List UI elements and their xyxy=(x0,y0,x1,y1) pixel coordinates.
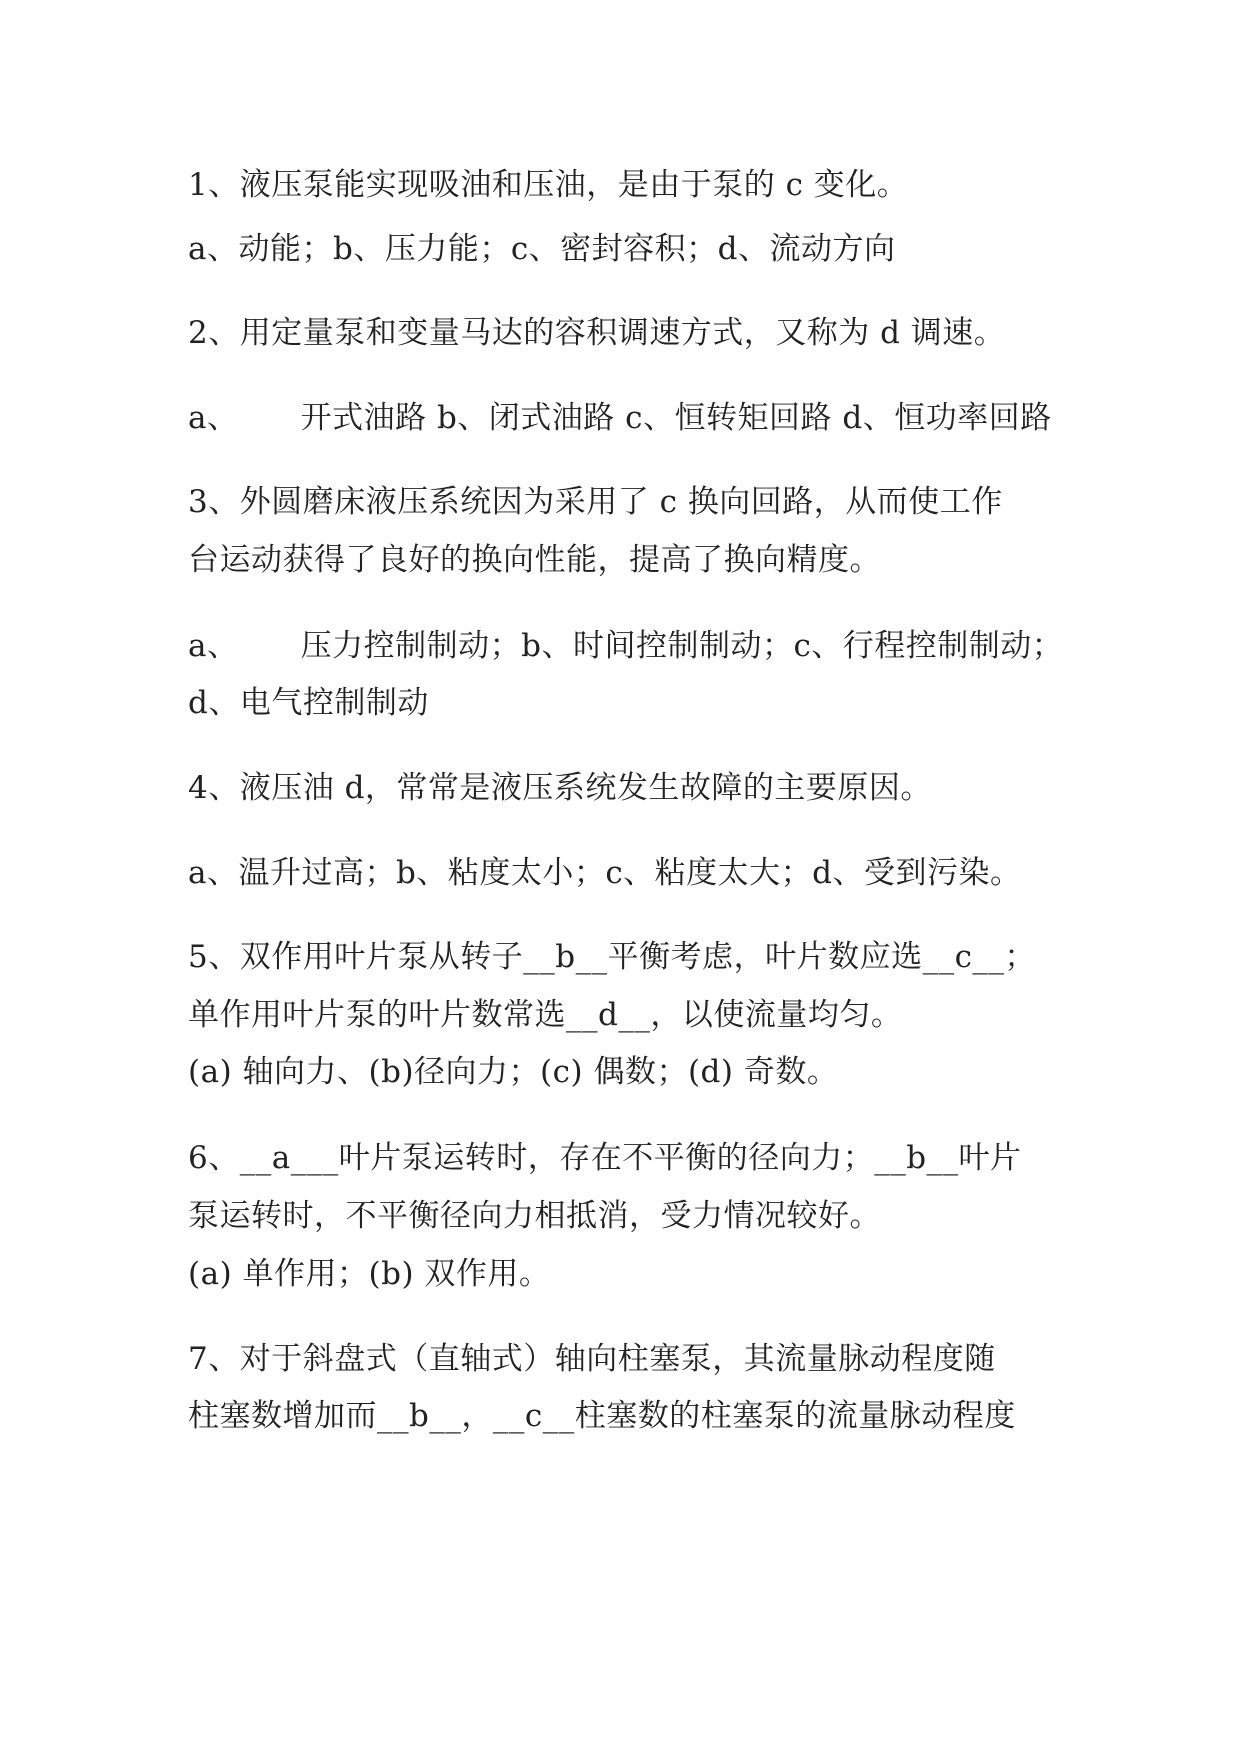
question-6-text-line-2: 泵运转时，不平衡径向力相抵消，受力情况较好。 xyxy=(188,1198,881,1234)
question-6-options: (a) 单作用；(b) 双作用。 xyxy=(188,1256,551,1292)
question-7-text-line-1: 7、对于斜盘式（直轴式）轴向柱塞泵，其流量脉动程度随 xyxy=(188,1341,996,1377)
question-3-options-line-1: a、 压力控制制动；b、时间控制制动；c、行程控制制动； xyxy=(188,628,1064,664)
question-1-text: 1、液压泵能实现吸油和压油，是由于泵的 c 变化。 xyxy=(188,167,909,203)
question-4-text: 4、液压油 d，常常是液压系统发生故障的主要原因。 xyxy=(188,770,932,806)
question-5-text-line-2: 单作用叶片泵的叶片数常选__d__，以使流量均匀。 xyxy=(188,997,903,1033)
question-3-text-line-1: 3、外圆磨床液压系统因为采用了 c 换向回路，从而使工作 xyxy=(188,484,1003,520)
question-2-text: 2、用定量泵和变量马达的容积调速方式，又称为 d 调速。 xyxy=(188,315,1006,351)
question-3-text-line-2: 台运动获得了良好的换向性能，提高了换向精度。 xyxy=(188,542,881,578)
question-4-options: a、温升过高；b、粘度太小；c、粘度太大；d、受到污染。 xyxy=(188,855,1022,891)
question-7-text-line-2: 柱塞数增加而__b__，__c__柱塞数的柱塞泵的流量脉动程度 xyxy=(188,1398,1016,1434)
question-1-options: a、动能；b、压力能；c、密封容积；d、流动方向 xyxy=(188,231,896,267)
question-3-options-line-2: d、电气控制制动 xyxy=(188,685,429,721)
question-6-text-line-1: 6、__a___叶片泵运转时，存在不平衡的径向力；__b__叶片 xyxy=(188,1140,1022,1176)
question-5-options: (a) 轴向力、(b)径向力；(c) 偶数；(d) 奇数。 xyxy=(188,1054,839,1090)
question-2-options: a、 开式油路 b、闭式油路 c、恒转矩回路 d、恒功率回路 xyxy=(188,400,1052,436)
question-5-text-line-1: 5、双作用叶片泵从转子__b__平衡考虑，叶片数应选__c__； xyxy=(188,939,1036,975)
